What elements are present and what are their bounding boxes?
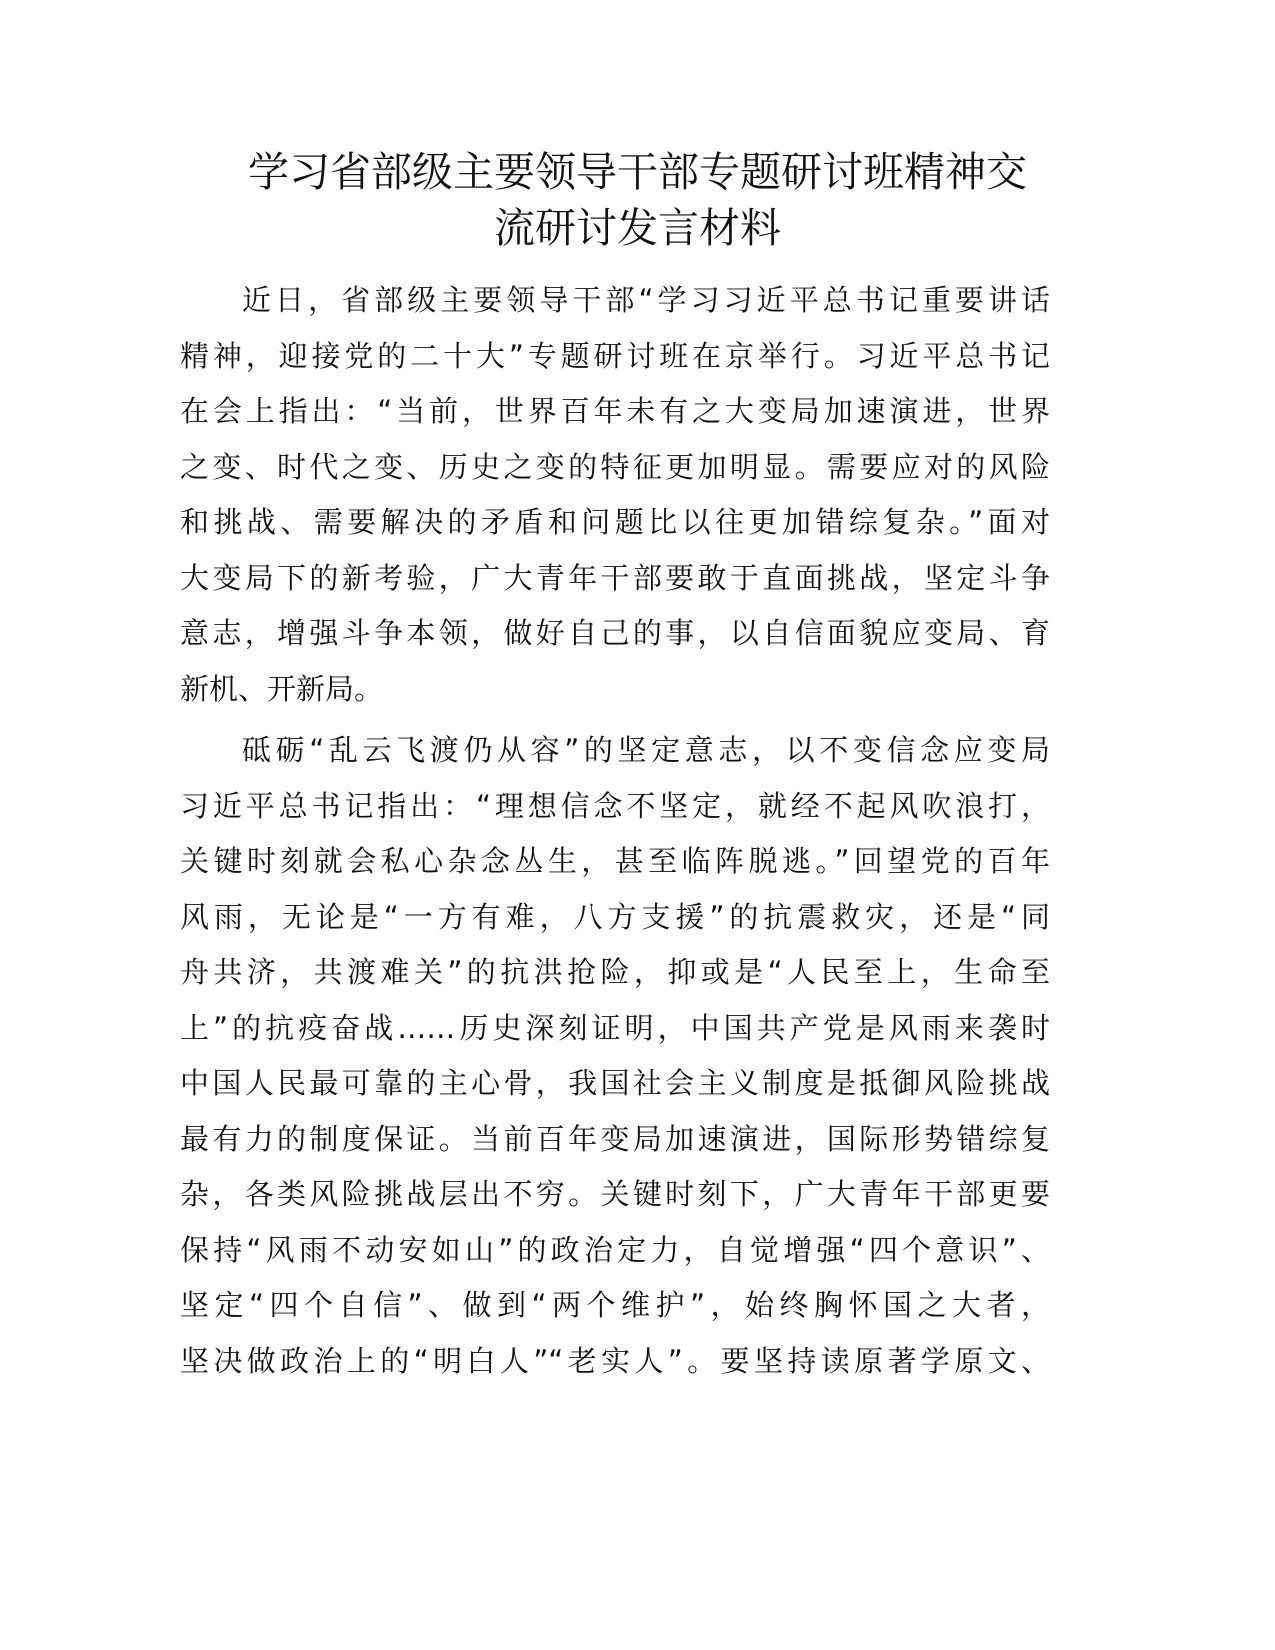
paragraph-1-line: 之变、时代之变、历史之变的特征更加明显。需要应对的风险 [180, 449, 1050, 484]
paragraph-1-line: 新机、开新局。 [180, 671, 384, 706]
paragraph-1-line: 精神，迎接党的二十大”专题研讨班在京举行。习近平总书记 [180, 338, 1050, 373]
paragraph-1-line: 在会上指出：“当前，世界百年未有之大变局加速演进，世界 [180, 394, 1050, 428]
document-title-line-1: 学习省部级主要领导干部专题研讨班精神交 [248, 148, 1027, 196]
document-title-line-2: 流研讨发言材料 [494, 204, 781, 252]
paragraph-2-line: 坚决做政治上的“明白人”“老实人”。要坚持读原著学原文、 [180, 1343, 1050, 1378]
paragraph-2-line: 风雨，无论是“一方有难，八方支援”的抗震救灾，还是“同 [180, 899, 1050, 934]
paragraph-2-line: 上”的抗疫奋战……历史深刻证明，中国共产党是风雨来袭时 [180, 1010, 1050, 1045]
paragraph-2-line: 杂，各类风险挑战层出不穷。关键时刻下，广大青年干部更要 [180, 1177, 1050, 1211]
paragraph-1-line: 近日，省部级主要领导干部“学习习近平总书记重要讲话 [242, 283, 1050, 317]
paragraph-2-line: 习近平总书记指出：“理想信念不坚定，就经不起风吹浪打， [180, 788, 1050, 823]
paragraph-2-line: 舟共济，共渡难关”的抗洪抢险，抑或是“人民至上，生命至 [180, 955, 1050, 989]
paragraph-1-line: 意志，增强斗争本领，做好自己的事，以自信面貌应变局、育 [180, 616, 1050, 650]
paragraph-2-line: 关键时刻就会私心杂念丛生，甚至临阵脱逃。”回望党的百年 [180, 844, 1050, 878]
paragraph-2-line: 最有力的制度保证。当前百年变局加速演进，国际形势错综复 [180, 1121, 1050, 1156]
paragraph-2-line: 坚定“四个自信”、做到“两个维护”，始终胸怀国之大者， [180, 1288, 1050, 1322]
paragraph-1-line: 大变局下的新考验，广大青年干部要敢于直面挑战，坚定斗争 [180, 560, 1050, 595]
paragraph-2-line: 中国人民最可靠的主心骨，我国社会主义制度是抵御风险挑战 [180, 1066, 1050, 1100]
paragraph-1-line: 和挑战、需要解决的矛盾和问题比以往更加错综复杂。”面对 [180, 505, 1050, 539]
paragraph-2-line: 砥砺“乱云飞渡仍从容”的坚定意志，以不变信念应变局 [242, 733, 1050, 767]
paragraph-2-line: 保持“风雨不动安如山”的政治定力，自觉增强“四个意识”、 [180, 1232, 1050, 1267]
